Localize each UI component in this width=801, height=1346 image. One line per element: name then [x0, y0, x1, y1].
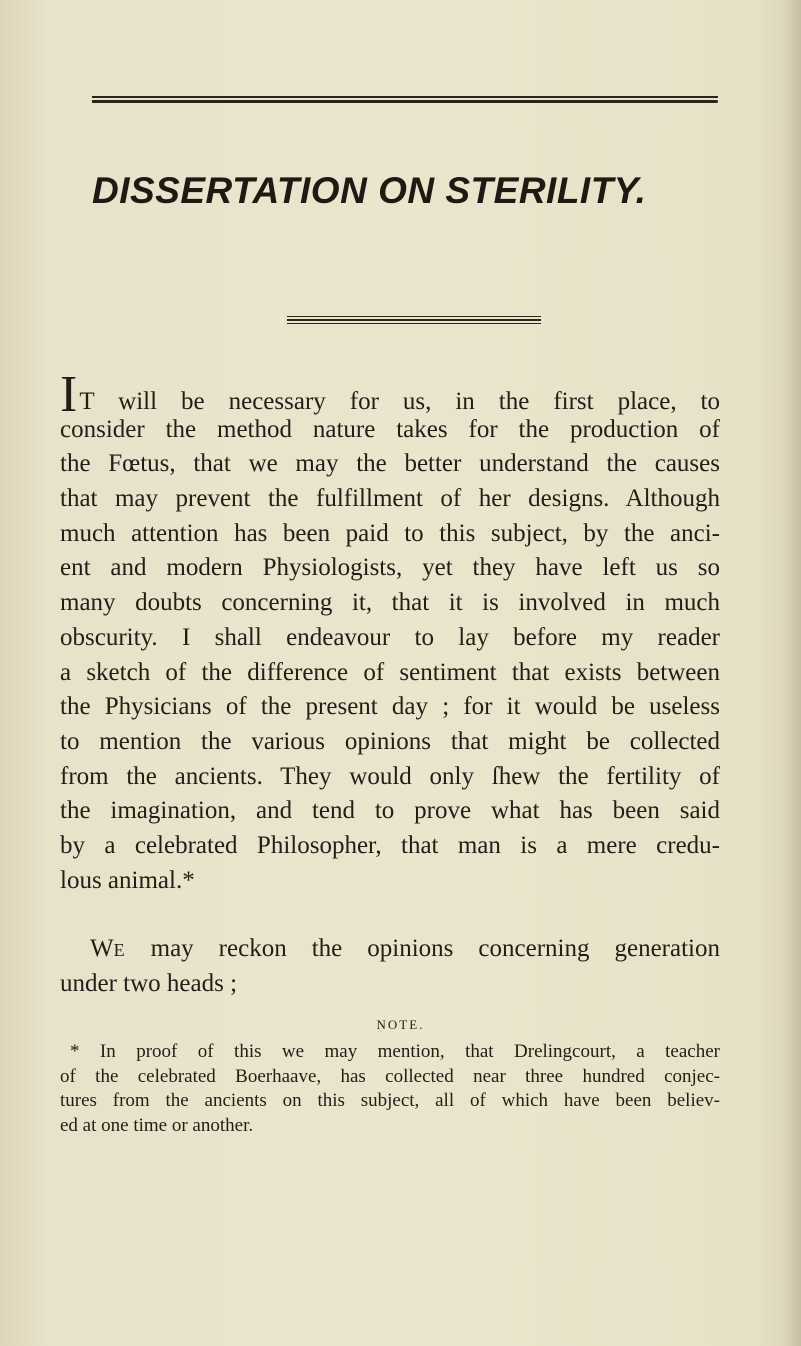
paragraph-line: from the ancients. They would only ſhew the fertility of: [60, 762, 720, 790]
paragraph-line: lous animal.*: [60, 866, 195, 894]
footnote-line: ed at one time or another.: [60, 1114, 254, 1136]
paragraph-line: to mention the various opinions that might be collected: [60, 727, 720, 755]
drop-cap: I: [60, 366, 78, 423]
paragraph-2: [60, 932, 720, 1001]
note-heading: NOTE.: [376, 1017, 425, 1032]
footnote: [60, 1040, 720, 1138]
title-ornamental-rule: [287, 316, 541, 326]
page-edge-shadow: [783, 0, 801, 1346]
top-rule-thick: [92, 100, 718, 103]
paragraph-line: that may prevent the fulfillment of her designs. Although: [60, 485, 720, 513]
paragraph-line: much attention has been paid to this subject, by the anci-: [60, 519, 720, 547]
paragraph-line: consider the method nature takes for the production of: [60, 415, 720, 443]
top-double-rule: [92, 96, 718, 104]
paragraph-line: a sketch of the difference of sentiment that exists between: [60, 658, 720, 686]
paragraph-line: the imagination, and tend to prove what has been said: [60, 797, 720, 825]
paragraph-line: obscurity. I shall endeavour to lay before my reader: [60, 623, 720, 651]
lead-smallcaps: E: [113, 940, 126, 960]
lead-capital: W: [90, 935, 114, 962]
paragraph-line: WE may reckon the opinions concerning generation: [90, 935, 720, 962]
paragraph-line: IT will be necessary for us, in the first place, to: [60, 366, 720, 423]
paragraph-1: [60, 366, 720, 898]
paragraph-line: the Fœtus, that we may the better understand the causes: [60, 450, 720, 478]
top-rule-thin: [92, 96, 718, 98]
paragraph-line: many doubts concerning it, that it is involved in much: [60, 589, 720, 617]
footnote-line: of the celebrated Boerhaave, has collected near three hundred conjec-: [60, 1065, 720, 1087]
page-title: DISSERTATION ON STERILITY.: [92, 170, 647, 211]
paragraph-line: ent and modern Physiologists, yet they have left us so: [60, 554, 720, 582]
paragraph-line: under two heads ;: [60, 969, 238, 997]
footnote-line: tures from the ancients on this subject, all of which have been believ-: [60, 1090, 720, 1111]
footnote-line: * In proof of this we may mention, that Drelingcourt, a teacher: [70, 1041, 720, 1062]
paragraph-line: the Physicians of the present day ; for it would be useless: [60, 693, 720, 721]
paragraph-line: by a celebrated Philosopher, that man is a mere credu-: [60, 831, 720, 859]
